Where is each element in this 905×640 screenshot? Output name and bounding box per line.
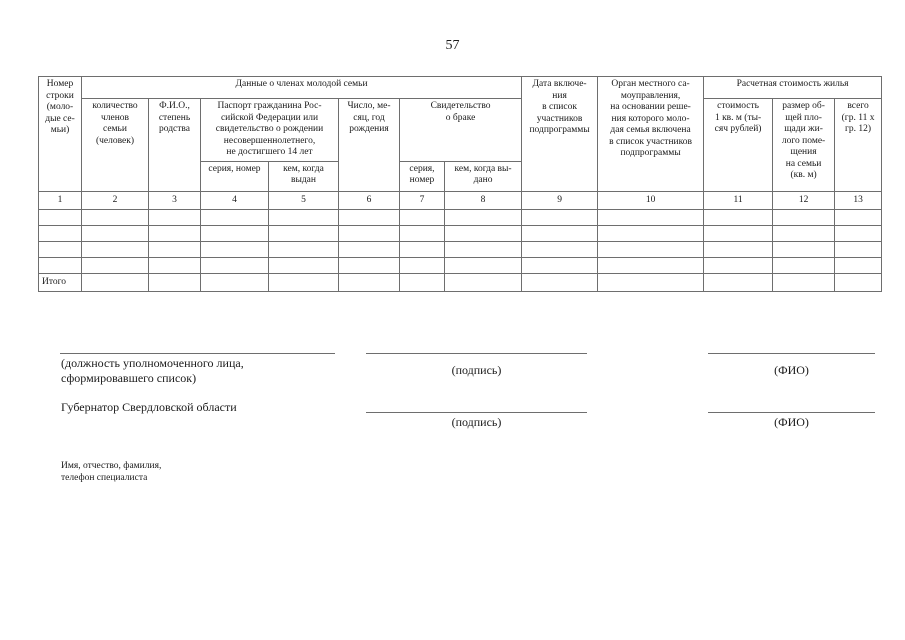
- column-number-row: [39, 191, 882, 209]
- table-cell[interactable]: [149, 273, 201, 291]
- table-cell[interactable]: [269, 209, 339, 225]
- column-number: 6: [339, 191, 400, 209]
- header-marriage-series: серия, номер: [400, 161, 445, 191]
- table-cell[interactable]: [522, 225, 598, 241]
- table-cell[interactable]: [522, 209, 598, 225]
- column-number: 5: [269, 191, 339, 209]
- table-cell[interactable]: [522, 241, 598, 257]
- table-cell[interactable]: [39, 257, 82, 273]
- table-cell[interactable]: [598, 225, 704, 241]
- table-cell[interactable]: [201, 241, 269, 257]
- table-cell[interactable]: [400, 257, 445, 273]
- header-area: размер об- щей пло- щади жи- лого поме- щения на семьи (кв. м): [773, 99, 835, 192]
- column-number: 3: [149, 191, 201, 209]
- column-number: 7: [400, 191, 445, 209]
- table-cell[interactable]: [339, 209, 400, 225]
- table-cell[interactable]: [522, 273, 598, 291]
- header-member-count: количество членов семьи (человек): [82, 99, 149, 192]
- table-cell[interactable]: [773, 257, 835, 273]
- table-cell[interactable]: [445, 241, 522, 257]
- total-row: [39, 273, 882, 291]
- signature-line-1[interactable]: [366, 353, 587, 354]
- table-cell[interactable]: [39, 241, 82, 257]
- table-cell[interactable]: [400, 225, 445, 241]
- column-number: 9: [522, 191, 598, 209]
- table-cell[interactable]: [445, 209, 522, 225]
- table-cell[interactable]: [773, 225, 835, 241]
- table-cell[interactable]: [598, 241, 704, 257]
- fio-label-2: (ФИО): [774, 415, 809, 429]
- fio-line-1[interactable]: [708, 353, 875, 354]
- table-cell[interactable]: [773, 241, 835, 257]
- table-cell[interactable]: [704, 241, 773, 257]
- header-passport: Паспорт гражданина Рос- сийской Федерации или свидетельство о рождении несовершеннолетнего, не достигшего 14 лет: [201, 99, 339, 162]
- table-cell[interactable]: [201, 225, 269, 241]
- header-housing-cost: Расчетная стоимость жилья: [704, 77, 882, 99]
- table-cell[interactable]: [445, 257, 522, 273]
- table-cell[interactable]: [445, 225, 522, 241]
- fio-label-1: (ФИО): [774, 363, 809, 377]
- table-cell[interactable]: [704, 209, 773, 225]
- table-cell[interactable]: [82, 209, 149, 225]
- table-row: [39, 225, 882, 241]
- header-passport-issued: кем, когда выдан: [269, 161, 339, 191]
- header-full-name: Ф.И.О., степень родства: [149, 99, 201, 192]
- table-cell[interactable]: [400, 273, 445, 291]
- header-family-members: Данные о членах молодой семьи: [82, 77, 522, 99]
- table-cell[interactable]: [82, 257, 149, 273]
- table-cell[interactable]: [82, 225, 149, 241]
- column-number: 13: [835, 191, 882, 209]
- table-cell[interactable]: [704, 273, 773, 291]
- column-number: 1: [39, 191, 82, 209]
- table-row: [39, 257, 882, 273]
- page-number: 57: [445, 38, 460, 53]
- column-number: 2: [82, 191, 149, 209]
- table-cell[interactable]: [269, 257, 339, 273]
- table-row: [39, 209, 882, 225]
- table-cell[interactable]: [400, 241, 445, 257]
- table-cell[interactable]: [835, 273, 882, 291]
- signature-label-1: (подпись): [451, 363, 502, 377]
- table-cell[interactable]: [39, 225, 82, 241]
- specialist-contact-note: Имя, отчество, фамилия, телефон специалиста: [61, 461, 162, 484]
- header-cost-per-sqm: стоимость 1 кв. м (ты- сяч рублей): [704, 99, 773, 192]
- official-position-label: (должность уполномоченного лица, сформировавшего список): [61, 356, 244, 385]
- table-cell[interactable]: [598, 209, 704, 225]
- table-cell[interactable]: [835, 257, 882, 273]
- header-passport-series: серия, номер: [201, 161, 269, 191]
- column-number: 12: [773, 191, 835, 209]
- header-marriage-issued: кем, когда вы- дано: [445, 161, 522, 191]
- table-cell[interactable]: [82, 241, 149, 257]
- table-cell[interactable]: [269, 225, 339, 241]
- table-cell[interactable]: [773, 273, 835, 291]
- table-cell[interactable]: [400, 209, 445, 225]
- young-family-list-table: [38, 76, 882, 292]
- table-row: [39, 241, 882, 257]
- column-number: 4: [201, 191, 269, 209]
- table-cell[interactable]: [149, 257, 201, 273]
- header-local-authority: Орган местного са- моуправления, на основании реше- ния которого моло- дая семья включена в список участников подпрограммы: [598, 77, 704, 192]
- table-cell[interactable]: [598, 273, 704, 291]
- table-cell[interactable]: [445, 273, 522, 291]
- table-cell[interactable]: [149, 225, 201, 241]
- table-cell[interactable]: [82, 273, 149, 291]
- table-cell[interactable]: [704, 257, 773, 273]
- header-inclusion-date: Дата включе- ния в список участников подпрограммы: [522, 77, 598, 192]
- table-cell[interactable]: [39, 209, 82, 225]
- table-cell[interactable]: [201, 257, 269, 273]
- table-cell[interactable]: [201, 209, 269, 225]
- governor-title: Губернатор Свердловской области: [61, 400, 237, 414]
- table-cell[interactable]: [149, 209, 201, 225]
- fio-line-2[interactable]: [708, 412, 875, 413]
- table-cell[interactable]: [269, 273, 339, 291]
- table-cell[interactable]: [269, 241, 339, 257]
- total-label: Итого: [39, 273, 82, 291]
- official-position-line[interactable]: [60, 353, 335, 354]
- header-marriage-certificate: Свидетельство о браке: [400, 99, 522, 162]
- column-number: 11: [704, 191, 773, 209]
- table-cell[interactable]: [149, 241, 201, 257]
- table-cell[interactable]: [598, 257, 704, 273]
- signature-line-2[interactable]: [366, 412, 587, 413]
- table-cell[interactable]: [522, 257, 598, 273]
- signature-label-2: (подпись): [451, 415, 502, 429]
- table-cell[interactable]: [773, 209, 835, 225]
- table-cell[interactable]: [704, 225, 773, 241]
- table-cell[interactable]: [835, 225, 882, 241]
- header-row-number: Номер строки (моло- дые се- мьи): [39, 77, 82, 192]
- table-cell[interactable]: [339, 241, 400, 257]
- table-cell[interactable]: [835, 209, 882, 225]
- header-birth-date: Число, ме- сяц, год рождения: [339, 99, 400, 192]
- table-cell[interactable]: [339, 225, 400, 241]
- column-number: 10: [598, 191, 704, 209]
- table-cell[interactable]: [339, 273, 400, 291]
- table-cell[interactable]: [835, 241, 882, 257]
- column-number: 8: [445, 191, 522, 209]
- table-cell[interactable]: [201, 273, 269, 291]
- header-total-cost: всего (гр. 11 х гр. 12): [835, 99, 882, 192]
- table-cell[interactable]: [339, 257, 400, 273]
